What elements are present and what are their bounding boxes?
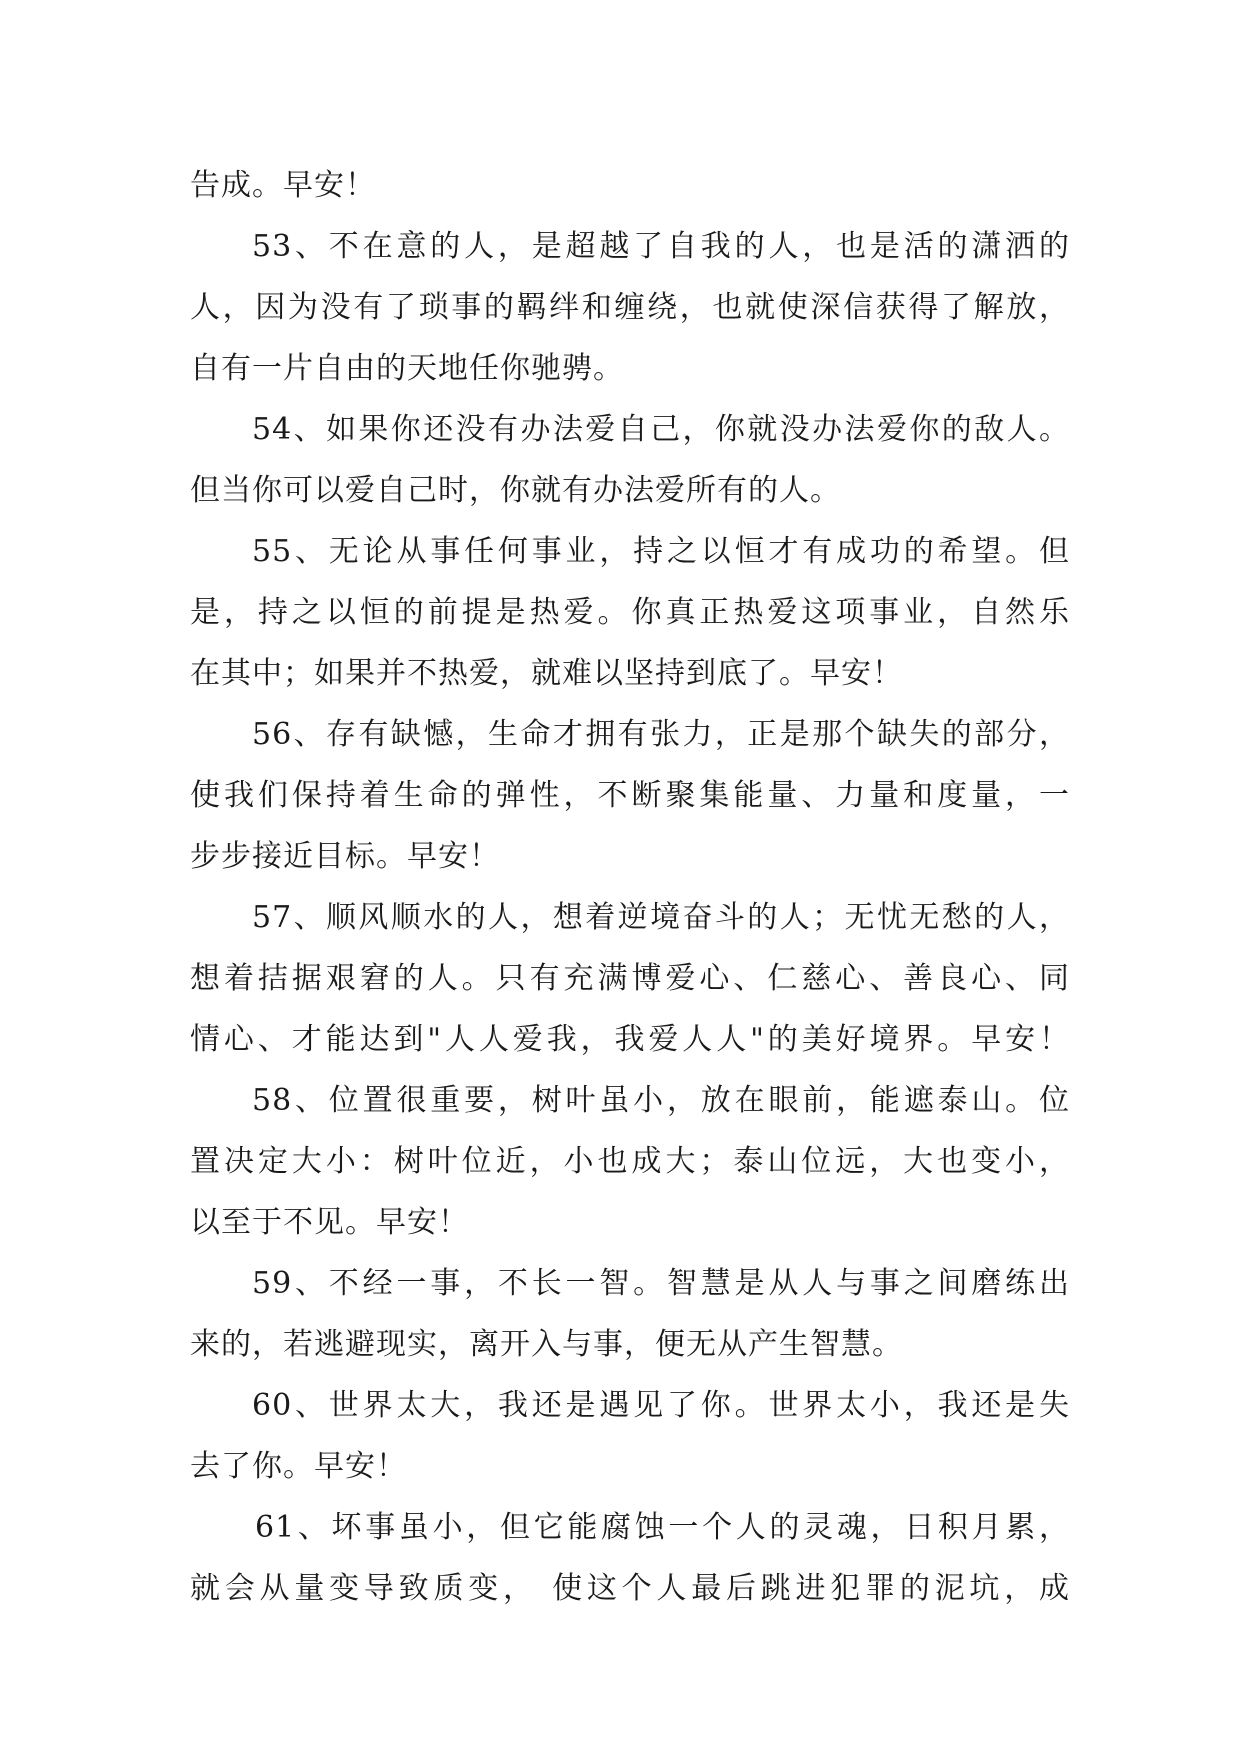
- text-line: 就会从量变导致质变， 使这个人最后跳进犯罪的泥坑，成: [190, 1571, 1070, 1606]
- document-body: [190, 155, 1070, 1619]
- text-line: 是，持之以恒的前提是热爱。你真正热爱这项事业，自然乐: [190, 595, 1070, 630]
- text-line: 去了你。早安！: [190, 1449, 407, 1484]
- text-line: 自有一片自由的天地任你驰骋。: [190, 351, 624, 386]
- text-line: 在其中；如果并不热爱，就难以坚持到底了。早安！: [190, 656, 903, 691]
- text-line: 但当你可以爱自己时，你就有办法爱所有的人。: [190, 473, 841, 508]
- text-line: 61、坏事虽小，但它能腐蚀一个人的灵魂，日积月累，: [255, 1510, 1070, 1545]
- text-line: 54、如果你还没有办法爱自己，你就没办法爱你的敌人。: [252, 412, 1070, 447]
- text-line: 置决定大小：树叶位近，小也成大；泰山位远，大也变小，: [190, 1144, 1070, 1179]
- text-line: 59、不经一事，不长一智。智慧是从人与事之间磨练出: [252, 1266, 1070, 1301]
- text-line: 55、无论从事任何事业，持之以恒才有成功的希望。但: [252, 534, 1070, 569]
- text-line: 58、位置很重要，树叶虽小，放在眼前，能遮泰山。位: [252, 1083, 1070, 1118]
- text-line: 人，因为没有了琐事的羁绊和缠绕，也就使深信获得了解放，: [190, 290, 1070, 325]
- text-line: 想着拮据艰窘的人。只有充满博爱心、仁慈心、善良心、同: [190, 961, 1070, 996]
- text-line: 告成。早安！: [190, 168, 376, 203]
- text-line: 来的，若逃避现实，离开入与事，便无从产生智慧。: [190, 1327, 903, 1362]
- text-line: 57、顺风顺水的人，想着逆境奋斗的人；无忧无愁的人，: [252, 900, 1070, 935]
- text-line: 情心、才能达到"人人爱我，我爱人人"的美好境界。早安！: [190, 1022, 1070, 1057]
- text-line: 以至于不见。早安！: [190, 1205, 469, 1240]
- text-line: 60、世界太大，我还是遇见了你。世界太小，我还是失: [252, 1388, 1070, 1423]
- text-line: 56、存有缺憾，生命才拥有张力，正是那个缺失的部分，: [252, 717, 1070, 752]
- text-line: 使我们保持着生命的弹性，不断聚集能量、力量和度量，一: [190, 778, 1070, 813]
- text-line: 53、不在意的人，是超越了自我的人，也是活的潇洒的: [252, 229, 1070, 264]
- text-line: 步步接近目标。早安！: [190, 839, 500, 874]
